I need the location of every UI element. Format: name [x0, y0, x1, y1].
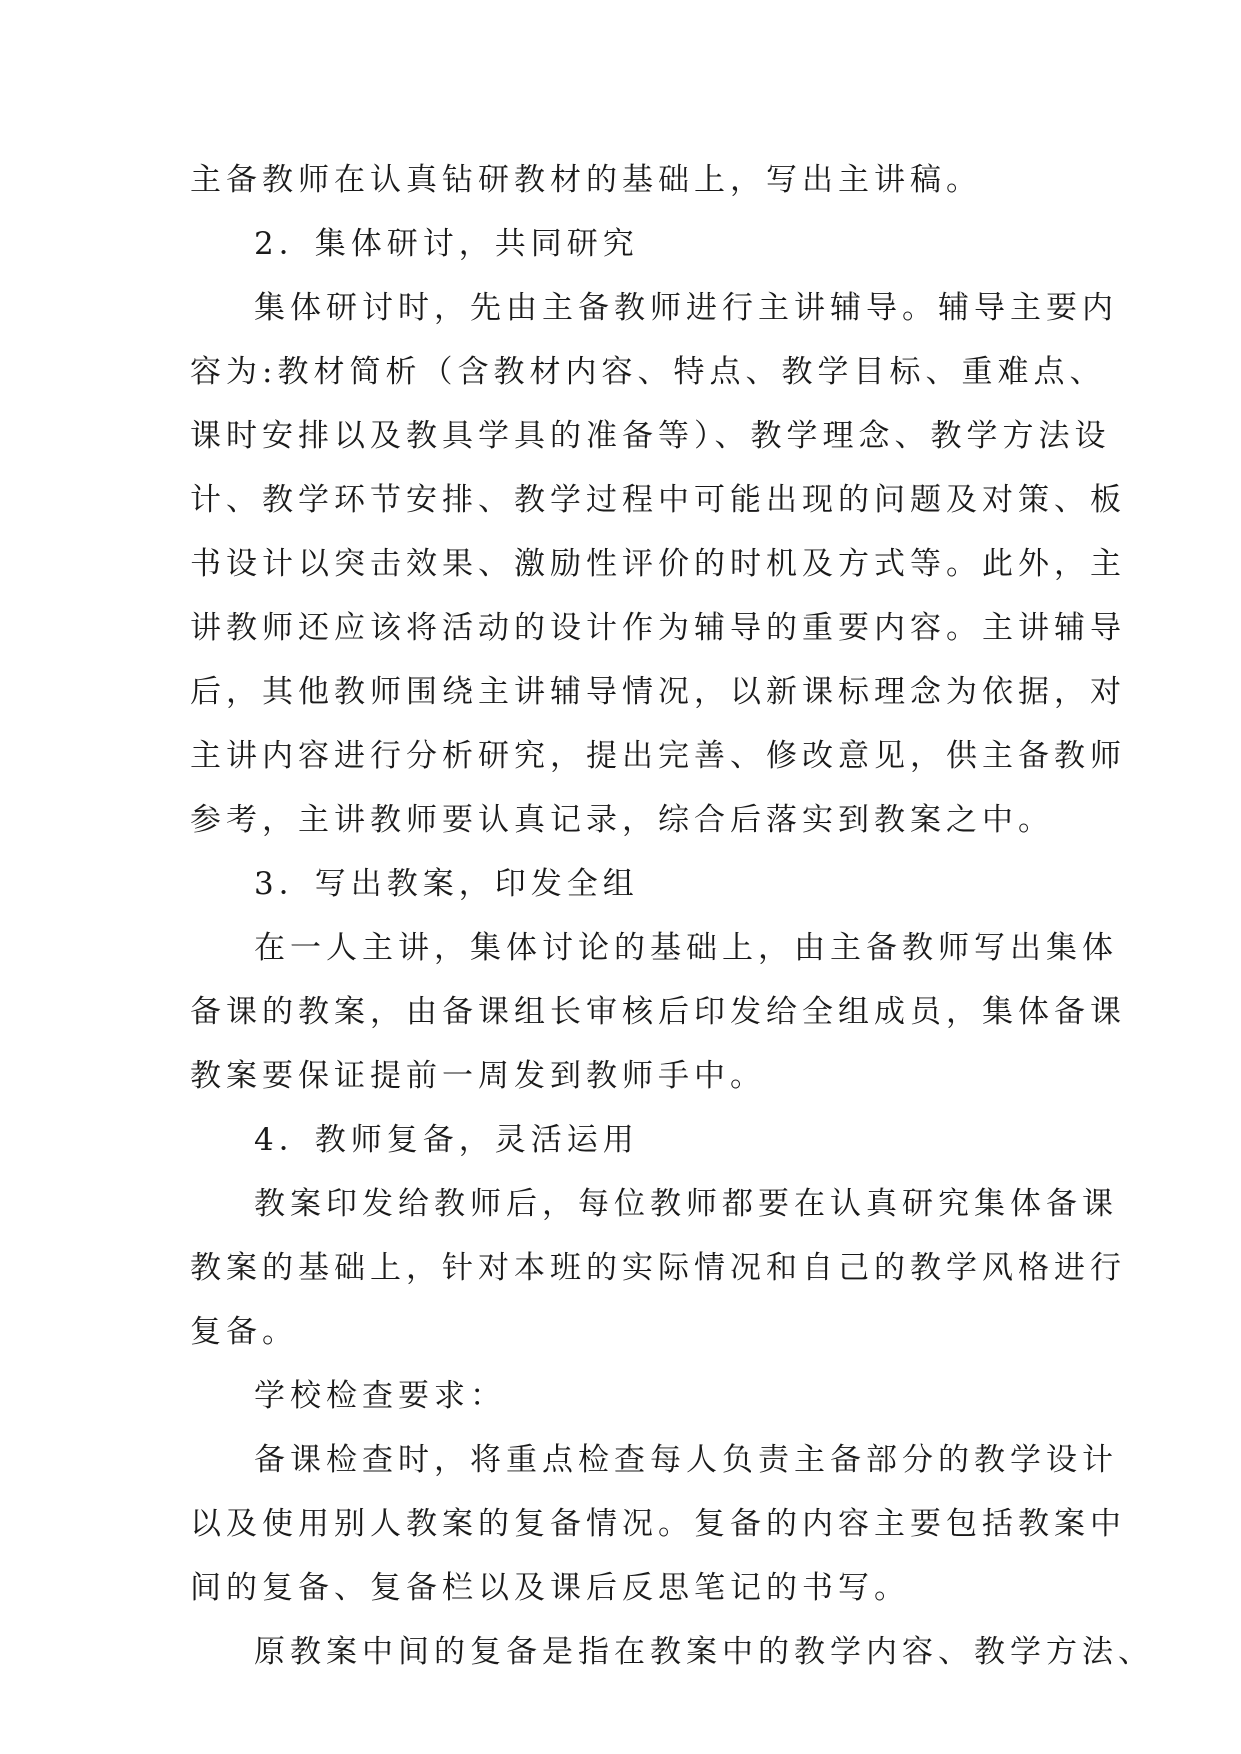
- text-line: 复备。: [190, 1314, 298, 1350]
- text-line: 容为:教材简析（含教材内容、特点、教学目标、重难点、: [190, 354, 1106, 390]
- paragraph-first-line: 4．教师复备，灵活运用: [254, 1122, 639, 1158]
- text-line: 主讲内容进行分析研究，提出完善、修改意见，供主备教师: [190, 738, 1126, 774]
- text-line: 主备教师在认真钻研教材的基础上，写出主讲稿。: [190, 162, 982, 198]
- paragraph-first-line: 备课检查时，将重点检查每人负责主备部分的教学设计: [254, 1442, 1118, 1478]
- text-line: 后，其他教师围绕主讲辅导情况，以新课标理念为依据，对: [190, 674, 1126, 710]
- paragraph-first-line: 集体研讨时，先由主备教师进行主讲辅导。辅导主要内: [254, 290, 1118, 326]
- text-line: 书设计以突击效果、激励性评价的时机及方式等。此外，主: [190, 546, 1126, 582]
- text-line: 计、教学环节安排、教学过程中可能出现的问题及对策、板: [190, 482, 1126, 518]
- text-line: 备课的教案，由备课组长审核后印发给全组成员，集体备课: [190, 994, 1126, 1030]
- text-line: 参考，主讲教师要认真记录，综合后落实到教案之中。: [190, 802, 1054, 838]
- text-line: 教案要保证提前一周发到教师手中。: [190, 1058, 766, 1094]
- text-line: 讲教师还应该将活动的设计作为辅导的重要内容。主讲辅导: [190, 610, 1126, 646]
- paragraph-first-line: 教案印发给教师后，每位教师都要在认真研究集体备课: [254, 1186, 1118, 1222]
- paragraph-first-line: 原教案中间的复备是指在教案中的教学内容、教学方法、: [254, 1634, 1154, 1670]
- paragraph-first-line: 学校检查要求：: [254, 1378, 506, 1414]
- text-line: 课时安排以及教具学具的准备等）、教学理念、教学方法设: [190, 418, 1111, 454]
- paragraph-first-line: 2．集体研讨，共同研究: [254, 226, 639, 262]
- document-body: [190, 148, 1154, 1684]
- text-line: 教案的基础上，针对本班的实际情况和自己的教学风格进行: [190, 1250, 1126, 1286]
- paragraph-first-line: 在一人主讲，集体讨论的基础上，由主备教师写出集体: [254, 930, 1118, 966]
- paragraph-first-line: 3．写出教案，印发全组: [254, 866, 639, 902]
- text-line: 间的复备、复备栏以及课后反思笔记的书写。: [190, 1570, 910, 1606]
- text-line: 以及使用别人教案的复备情况。复备的内容主要包括教案中: [190, 1506, 1126, 1542]
